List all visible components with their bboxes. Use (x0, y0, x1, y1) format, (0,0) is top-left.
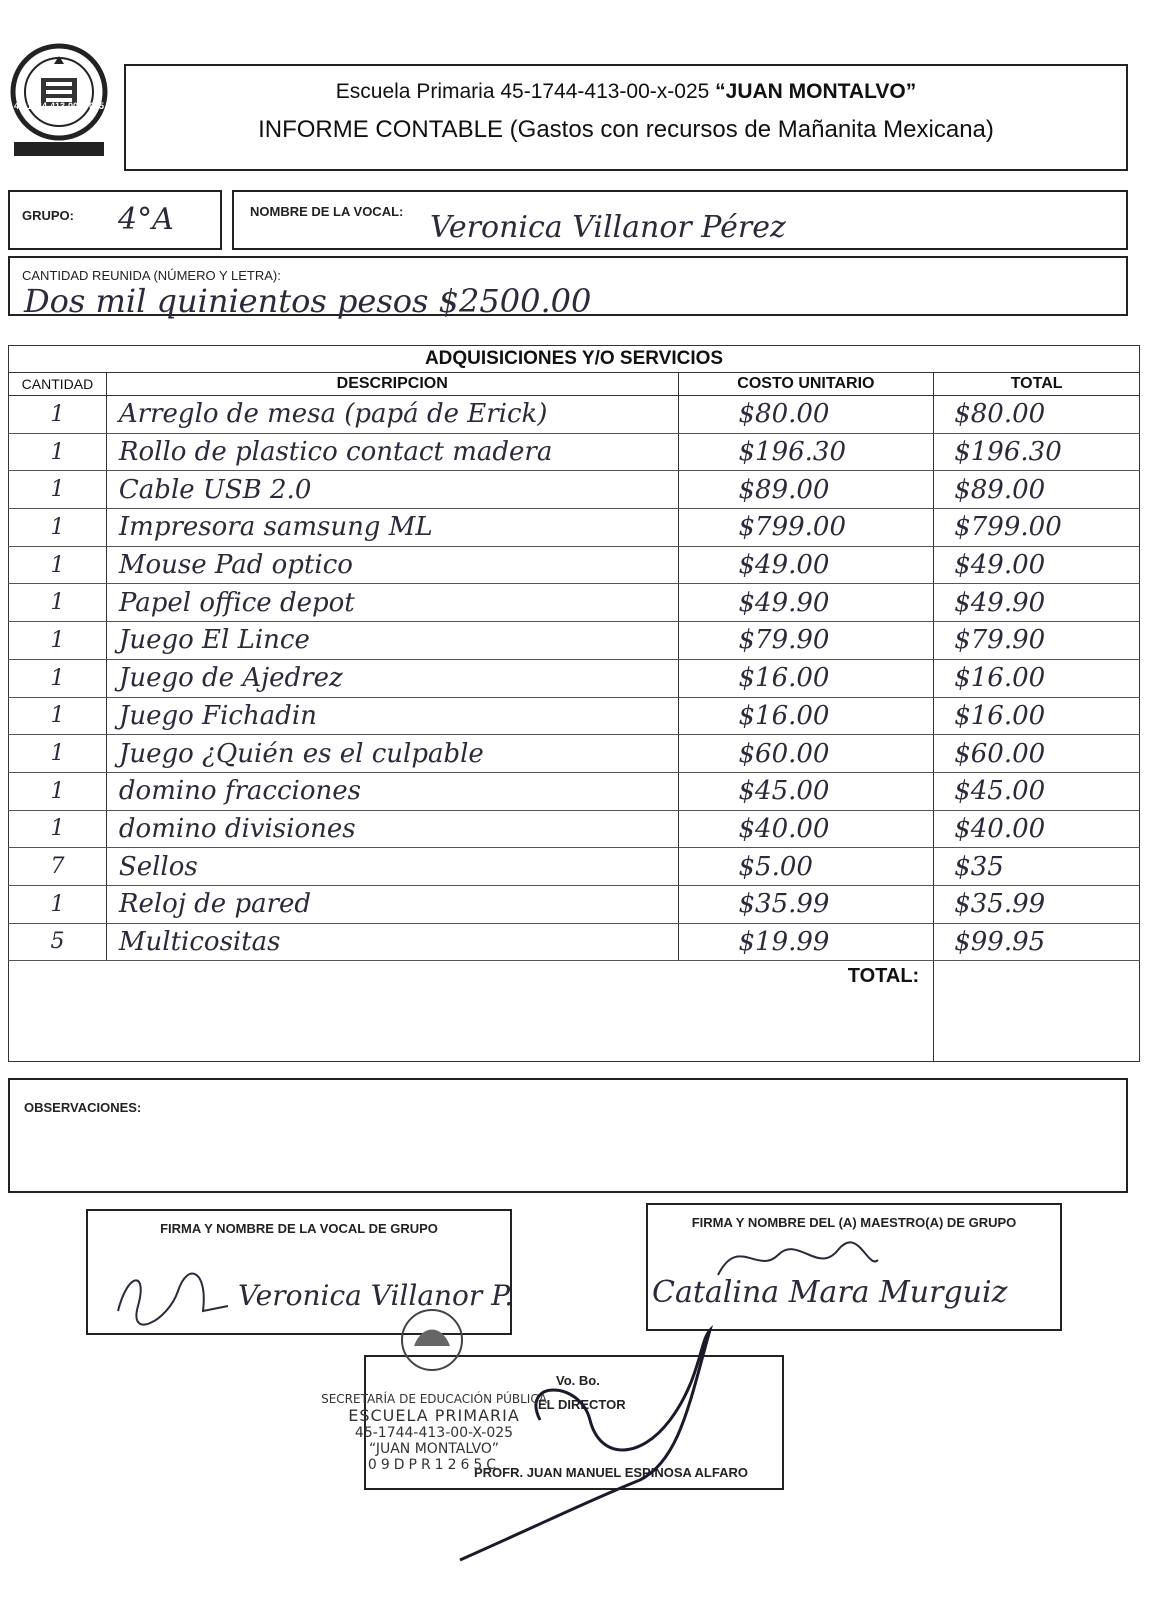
row-unit-cost: $799.00 (678, 509, 934, 547)
row-total: $79.90 (934, 622, 1140, 660)
total-value-cell (934, 961, 1140, 1062)
row-qty: 1 (9, 622, 107, 660)
row-qty: 1 (9, 735, 107, 773)
cantidad-box (8, 256, 1128, 320)
row-qty: 5 (9, 923, 107, 961)
row-total: $80.00 (934, 396, 1140, 434)
row-description: Juego Fichadin (106, 697, 678, 735)
table-row (9, 810, 1140, 848)
row-qty: 1 (9, 772, 107, 810)
report-title: INFORME CONTABLE (Gastos con recursos de Mañanita Mexicana) (258, 116, 994, 143)
school-code: Escuela Primaria 45-1744-413-00-x-025 (335, 80, 710, 103)
row-unit-cost: $49.00 (678, 546, 934, 584)
stamp-line5: 09DPR1265C (367, 1457, 501, 1473)
row-unit-cost: $40.00 (678, 810, 934, 848)
teacher-signature-label: FIRMA Y NOMBRE DEL (A) MAESTRO(A) DE GRUPO (691, 1215, 1017, 1230)
table-row (9, 584, 1140, 622)
observaciones-label: OBSERVACIONES: (24, 1100, 142, 1115)
table-row (9, 471, 1140, 509)
stamp-line4: “JUAN MONTALVO” (369, 1441, 499, 1457)
row-unit-cost: $196.30 (678, 433, 934, 471)
teacher-signature-scribble (708, 1235, 888, 1285)
row-description: Sellos (106, 848, 678, 886)
row-total: $799.00 (934, 509, 1140, 547)
row-description: Rollo de plastico contact madera (106, 433, 678, 471)
row-description: domino divisiones (106, 810, 678, 848)
row-total: $196.30 (934, 433, 1140, 471)
row-unit-cost: $60.00 (678, 735, 934, 773)
row-qty: 7 (9, 848, 107, 886)
vocal-box (232, 190, 1128, 250)
row-total: $16.00 (934, 697, 1140, 735)
vocal-value: Veronica Villanor Pérez (430, 210, 786, 245)
row-total: $45.00 (934, 772, 1140, 810)
grupo-box (8, 190, 222, 250)
table-row (9, 735, 1140, 773)
row-description: Mouse Pad optico (106, 546, 678, 584)
cantidad-label: CANTIDAD REUNIDA (NÚMERO Y LETRA): (22, 268, 281, 283)
row-qty: 1 (9, 471, 107, 509)
table-row (9, 433, 1140, 471)
row-total: $49.90 (934, 584, 1140, 622)
row-qty: 1 (9, 433, 107, 471)
observaciones-box (8, 1078, 1128, 1193)
stamp-line1: SECRETARÍA DE EDUCACIÓN PÚBLICA (321, 1392, 547, 1406)
row-unit-cost: $79.90 (678, 622, 934, 660)
row-total: $49.00 (934, 546, 1140, 584)
school-name: “JUAN MONTALVO” (715, 80, 917, 103)
row-unit-cost: $45.00 (678, 772, 934, 810)
row-total: $35 (934, 848, 1140, 886)
vocal-signature-name: Veronica Villanor P. (238, 1279, 514, 1312)
row-unit-cost: $80.00 (678, 396, 934, 434)
items-table (8, 345, 1140, 1062)
col-header-descripcion: DESCRIPCION (106, 373, 678, 396)
row-qty: 1 (9, 584, 107, 622)
official-stamp (314, 1392, 554, 1473)
row-qty: 1 (9, 697, 107, 735)
row-unit-cost: $5.00 (678, 848, 934, 886)
cantidad-value: Dos mil quinientos pesos $2500.00 (24, 282, 592, 320)
row-description: Cable USB 2.0 (106, 471, 678, 509)
row-total: $35.99 (934, 885, 1140, 923)
grupo-label: GRUPO: (22, 208, 74, 223)
row-description: Juego El Lince (106, 622, 678, 660)
header-box (124, 64, 1128, 171)
row-qty: 1 (9, 885, 107, 923)
row-unit-cost: $35.99 (678, 885, 934, 923)
row-qty: 1 (9, 810, 107, 848)
eagle-emblem-icon (392, 1300, 472, 1380)
row-description: Juego de Ajedrez (106, 659, 678, 697)
row-description: Impresora samsung ML (106, 509, 678, 547)
table-row (9, 772, 1140, 810)
col-header-costo: COSTO UNITARIO (678, 373, 934, 396)
total-label: TOTAL: (9, 961, 934, 1062)
row-unit-cost: $89.00 (678, 471, 934, 509)
row-description: Papel office depot (106, 584, 678, 622)
row-total: $40.00 (934, 810, 1140, 848)
row-qty: 1 (9, 659, 107, 697)
row-description: Juego ¿Quién es el culpable (106, 735, 678, 773)
row-unit-cost: $49.90 (678, 584, 934, 622)
table-row (9, 848, 1140, 886)
row-unit-cost: $16.00 (678, 697, 934, 735)
row-description: domino fracciones (106, 772, 678, 810)
row-description: Multicositas (106, 923, 678, 961)
row-total: $99.95 (934, 923, 1140, 961)
vocal-signature-scribble (108, 1251, 238, 1331)
stamp-line3: 45-1744-413-00-X-025 (354, 1425, 514, 1441)
vocal-signature-label: FIRMA Y NOMBRE DE LA VOCAL DE GRUPO (160, 1221, 438, 1236)
vobo-label: Vo. Bo. (556, 1373, 600, 1388)
row-unit-cost: $16.00 (678, 659, 934, 697)
director-name: PROFR. JUAN MANUEL ESPINOSA ALFARO (474, 1465, 748, 1480)
row-description: Arreglo de mesa (papá de Erick) (106, 396, 678, 434)
teacher-signature-box (646, 1203, 1062, 1331)
director-label: EL DIRECTOR (538, 1397, 626, 1412)
table-row (9, 923, 1140, 961)
row-qty: 1 (9, 509, 107, 547)
row-unit-cost: $19.99 (678, 923, 934, 961)
table-row (9, 509, 1140, 547)
col-header-total: TOTAL (934, 373, 1140, 396)
row-description: Reloj de pared (106, 885, 678, 923)
table-row (9, 396, 1140, 434)
stamp-line2: ESCUELA PRIMARIA (348, 1406, 520, 1425)
table-row (9, 885, 1140, 923)
row-qty: 1 (9, 396, 107, 434)
table-row (9, 546, 1140, 584)
teacher-signature-name: Catalina Mara Murguiz (652, 1275, 1008, 1310)
table-row (9, 622, 1140, 660)
vocal-label: NOMBRE DE LA VOCAL: (250, 204, 404, 219)
row-total: $60.00 (934, 735, 1140, 773)
seal-code: 45-1744-413-00-x-025 (14, 101, 105, 111)
table-row (9, 697, 1140, 735)
row-total: $89.00 (934, 471, 1140, 509)
row-total: $16.00 (934, 659, 1140, 697)
school-line (126, 80, 1126, 104)
row-qty: 1 (9, 546, 107, 584)
table-row (9, 659, 1140, 697)
col-header-cantidad: CANTIDAD (9, 373, 107, 396)
table-title: ADQUISICIONES Y/O SERVICIOS (9, 346, 1140, 373)
grupo-value: 4°A (118, 202, 174, 237)
